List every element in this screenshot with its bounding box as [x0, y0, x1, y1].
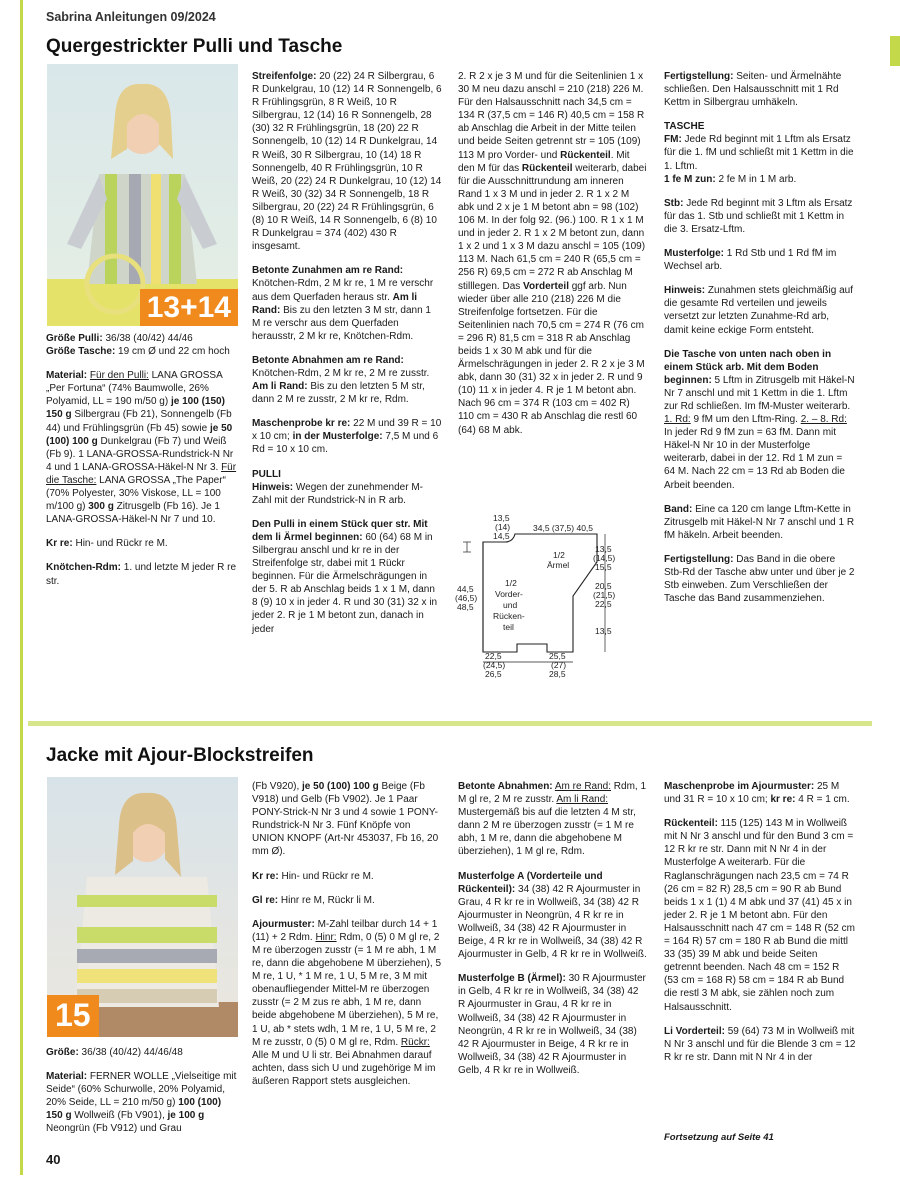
- s1-c2-p3: Maschenprobe kr re: 22 M und 39 R = 10 x 10 cm; in der Musterfolge: 7,5 M und 6 Rd = 10 x 10 cm.: [252, 418, 442, 456]
- dim-r1-3: 15,5: [595, 562, 612, 572]
- s1-c1-p2: Kr re: Hin- und Rückr re M.: [46, 538, 168, 550]
- s2-c4-p2: Li Vorderteil: 59 (64) 73 M in Wollweiß mit N Nr 3 anschl und für die Blende 3 cm = 12 R kr re str. Dann mit N Nr 4 in der: [664, 1025, 856, 1063]
- section2-photo: [47, 777, 238, 1037]
- page-header: Sabrina Anleitungen 09/2024: [46, 10, 216, 24]
- s1-c2-p4: PULLI Hinweis: Wegen der zunehmender M-Zahl mit der Rundstrick-N in R arb.: [252, 468, 424, 506]
- dim-left-1: 44,5: [457, 584, 474, 594]
- section2-col4: [664, 780, 856, 1075]
- dim-top-2: (14): [495, 522, 511, 532]
- dim-width: 34,5 (37,5) 40,5: [533, 523, 594, 533]
- s1-c4-p5: Die Tasche von unten nach oben in einem Stück arb. Mit dem Boden beginnen: 5 Lftm in Zitrusgelb mit Häkel-N Nr 7 anschl und mit 1 Kettm in die 1. Lftm zur Rd schließen. Im fM-Muster weiterarb. 1. Rd: 9 fM um den Lftm-Ring. 2. – 8. Rd: In jeder Rd 9 fM zun = 63 fM. Dann mit Häkel-N Nr 10 in der Musterfolge weiterarb, dabei in der 12. Rd 1 M zun = 64 M. Nach 22 cm = 13 Rd ab Boden die Arbeit beenden.: [664, 348, 855, 491]
- dim-r2-1: 20,5: [595, 581, 612, 591]
- section1-col2: [252, 70, 442, 647]
- s1-c2-p5: Den Pulli in einem Stück quer str. Mit dem li Ärmel beginnen: 60 (64) 68 M in Silbergrau anschl und kr re in der Streifenfolge str, dabei mit 1 Rückr beginnen. Für die Ärmelschrägungen in der 5. R ab Anschlag beids 1 x 1 M, dann 8 (9) 10 x in jeder 4. R und 30 (31) 32 x in jeder 2. R je 1 M betont zun, danach in jeder: [252, 518, 438, 635]
- dim-left-3: 48,5: [457, 602, 474, 612]
- section1-photo: [47, 64, 238, 326]
- right-accent-tab: [890, 36, 900, 66]
- section1-col4: [664, 70, 856, 616]
- section1-badge: 13+14: [140, 289, 238, 327]
- s1-c4-p0: Fertigstellung: Seiten- und Ärmelnähte schließen. Den Halsausschnitt mit 1 Rd Kettm in Silbergrau umhäkeln.: [664, 71, 842, 109]
- s1-c1-p1: Material: Für den Pulli: LANA GROSSA „Per Fortuna“ (74% Baumwolle, 26% Polyamid, LL = 190 m/50 g) je 100 (150) 150 g Silbergrau (Fb 21), Sonnengelb (Fb 44) und Frühlingsgrün (Fb 45) sowie je 50 (100) 100 g Dunkelgrau (Fb 7) und Weiß (Fb 9). 1 LANA-GROSSA-Rundstrick-N Nr 4 und 1 LANA-GROSSA-Häkel-N Nr 3. Für die Tasche: LANA GROSSA „The Paper“ (70% Polyester, 30% Viskose, LL = 100 m/100 g) 300 g Zitrusgelb (Fb 16). Je 1 LANA-GROSSA-Häkel-N Nr 7 und 10.: [46, 370, 237, 526]
- dim-b1-3: 26,5: [485, 669, 502, 679]
- section2-badge: 15: [47, 995, 99, 1037]
- s1-c4-p7: Fertigstellung: Das Band in die obere Stb-Rd der Tasche abw unter und über je 2 Stb einweben. Zum Verschließen der Tasche das Band zusammenziehen.: [664, 553, 855, 605]
- label-body-2: Vorder-: [495, 589, 523, 599]
- s2-c1-p0: Größe: 36/38 (40/42) 44/46/48: [46, 1047, 183, 1058]
- dim-top-3: 14,5: [493, 531, 510, 541]
- label-body-5: teil: [503, 622, 514, 632]
- model-illustration-1: [47, 64, 238, 326]
- section1-title: Quergestrickter Pulli und Tasche: [46, 36, 343, 57]
- label-sleeve-2: Ärmel: [547, 560, 570, 570]
- section1-col1: [46, 332, 239, 599]
- section-divider: [28, 721, 872, 726]
- dim-r1-1: 13,5: [595, 544, 612, 554]
- s2-c3-p2: Musterfolge B (Ärmel): 30 R Ajourmuster in Gelb, 4 R kr re in Wollweiß, 34 (38) 42 R Ajourmuster in Grau, 4 R kr re in Wollweiß, 34 (38) 42 R Ajourmuster in Neongrün, 4 R kr re in Wollweiß, 34 (38) 42 R Ajourmuster in Beige, 4 R kr re in Wollweiß, 34 (38) 42 R Ajourmuster in Gelb, 4 R kr re in Wollweiß.: [458, 973, 646, 1076]
- dim-r2-2: (21,5): [593, 590, 616, 600]
- dim-r3: 13,5: [595, 626, 612, 636]
- s1-c1-p0: Größe Pulli: 36/38 (40/42) 44/46 Größe Tasche: 19 cm Ø und 22 cm hoch: [46, 333, 230, 358]
- s2-c4-p0: Maschenprobe im Ajourmuster: 25 M und 31 R = 10 x 10 cm; kr re: 4 R = 1 cm.: [664, 781, 850, 806]
- dim-b2-2: (27): [551, 660, 567, 670]
- s1-c2-p0: Streifenfolge: 20 (22) 24 R Silbergrau, 6 R Dunkelgrau, 10 (12) 14 R Sonnengelb, 6 R Frühlingsgrün, 8 R Weiß, 10 R Silbergrau, 12 (14) 16 R Sonnengelb, 28 (30) 32 R Frühlingsgrün, 18 (20) 22 R Sonnengelb, 10 (12) 14 R Dunkelgrau, 14 R Weiß, 30 R Silbergrau, 10 (14) 18 R Sonnengelb, 40 R Frühlingsgrün, 10 R Weiß, 20 (22) 24 R Dunkelgrau, 10 (12) 14 R Weiß, 30 (32) 34 R Sonnengelb, 18 R Silbergrau, 20 (22) 24 R Frühlingsgrün, 6 (8) 10 R Weiß, 14 R Sonnengelb, 6 (8) 10 R Dunkelgrau = 374 (402) 430 R insgesamt.: [252, 71, 442, 253]
- section2-title: Jacke mit Ajour-Blockstreifen: [46, 745, 314, 766]
- s1-c2-p2: Betonte Abnahmen am re Rand: Knötchen-Rdm, 2 M kr re, 2 M re zusstr. Am li Rand: Bis zu den letzten 5 M str, dann 2 M re zusstr, 2 M kr re, Rdm.: [252, 354, 430, 406]
- section2-col2: [252, 780, 442, 1099]
- s1-c4-p1: TASCHE FM: Jede Rd beginnt mit 1 Lftm als Ersatz für die 1. fM und schließt mit 1 Kettm in die 1. Lftm. 1 fe M zun: 2 fe M in 1 M arb.: [664, 121, 854, 185]
- dim-r2-3: 22,5: [595, 599, 612, 609]
- s2-c2-p3: Ajourmuster: M-Zahl teilbar durch 14 + 1 (11) + 2 Rdm. Hinr: Rdm, 0 (5) 0 M gl re, 2 M re überzogen zusstr (= 1 M re abh, 1 M re, dann die abgehobene M überziehen), 5 M re, 1 U, * 1 M re, 1 U, 5 M re, 3 M mit obenaufliegender Mittel-M re überzogen zusstr (= 2 M zus re abh, 1 M re, dann beide abgehobene M überziehen), 5 M re, 1 U, ab * stets wdh, 1 M re, 1 U, 5 M re, 2 M re zusstr, 0 (5) 0 M gl re, Rdm. Rückr: Alle M und U li str. Bei Abnahmen darauf achten, dass sich U und zugehörige M im äußeren Rapport stets ausgleichen.: [252, 918, 442, 1087]
- label-body-4: Rücken-: [493, 611, 525, 621]
- s1-c4-p2: Stb: Jede Rd beginnt mit 3 Lftm als Ersatz für das 1. Stb und schließt mit 1 Kettm in die 3. Ersatz-Lftm.: [664, 197, 853, 235]
- dim-b1-1: 22,5: [485, 651, 502, 661]
- page-number: 40: [46, 1152, 61, 1167]
- s2-c2-p0: (Fb V920), je 50 (100) 100 g Beige (Fb V918) und Gelb (Fb V902). Je 1 Paar PONY-Strick-N Nr 3 und 4 sowie 1 PONY-Rundstrick-N Nr 3. Fünf Knöpfe von UNION KNOPF (Art-Nr 453037, Fb 16, 20 mm Ø).: [252, 781, 439, 858]
- label-body-3: und: [503, 600, 518, 610]
- s1-c4-p6: Band: Eine ca 120 cm lange Lftm-Kette in Zitrusgelb mit Häkel-N Nr 7 anschl und 1 R fM häkeln. Arbeit beenden.: [664, 503, 855, 541]
- section1-col3: [458, 70, 648, 448]
- s2-c3-p0: Betonte Abnahmen: Am re Rand: Rdm, 1 M gl re, 2 M re zusstr. Am li Rand: Mustergemäß bis auf die letzten 4 M str, dann 2 M re überzogen zusstr (= 1 M re abh, 1 M re, dann die abgehobene M überziehen), 1 M gl re, Rdm.: [458, 781, 647, 858]
- s1-c4-p4: Hinweis: Zunahmen stets gleichmäßig auf die gesamte Rd verteilen und jeweils versetzt zur letzten Zunahme-Rd arb, damit keine eckige Form entsteht.: [664, 285, 853, 336]
- s1-c1-p3: Knötchen-Rdm: 1. und letzte M jeder R re str.: [46, 562, 237, 587]
- dim-b2-3: 28,5: [549, 669, 566, 679]
- continuation-note: Fortsetzung auf Seite 41: [664, 1132, 774, 1143]
- dim-r1-2: (14,5): [593, 553, 616, 563]
- s2-c4-p1: Rückenteil: 115 (125) 143 M in Wollweiß mit N Nr 3 anschl und für den Bund 3 cm = 12 R kr re str. Dann mit N Nr 4 in der Musterfolge A weiterarb. Für die Raglanschrägungen nach 23,5 cm = 74 R (26 cm = 82 R) 28,5 cm = 90 R ab Bund beids 1 x 1 (1) 4 M abk und 37 (41) 45 x in jeder 2. R je 1 M betont abn. Für den Halsausschnitt nach 47 cm = 148 R (52 cm = 164 R) 57 cm = 180 R ab Bund die mittl 33 (35) 39 M abk und beide Seiten getrennt beenden. Nach 48 cm = 152 R (53 cm = 168 R) 58 cm = 184 R ab Bund die restl 3 M abk, sie zählen noch zum Halsausschnitt.: [664, 818, 855, 1013]
- s1-c2-p1: Betonte Zunahmen am re Rand: Knötchen-Rdm, 2 M kr re, 1 M re verschr aus dem Querfaden heraus str. Am li Rand: Bis zu den letzten 3 M str, dann 1 M re verschr aus dem Querfaden herausstr, 2 M kr re, Knötchen-Rdm.: [252, 265, 434, 342]
- dim-left-2: (46,5): [455, 593, 478, 603]
- section2-col3: [458, 780, 648, 1088]
- s1-c3-p0: 2. R 2 x je 3 M und für die Seitenlinien 1 x 30 M neu dazu anschl = 210 (218) 226 M. Für den Halsausschnitt nach 34,5 cm = 134 R (37,5 cm = 146 R) 40,5 cm = 158 R ab Anschlag die Arbeit in der Mitte teilen und beide Seiten getrennt str = 105 (109) 113 M pro Vorder- und Rückenteil. Mit den M für das Rückenteil weiterarb, dabei für die Ausschnittrundung am inneren Rand 1 x 3 M und in jeder 2. R 1 x 2 M abk und 2 x je 1 M betont abn = 98 (102) 106 M. In der folg 92. (96.) 100. R 1 x 1 M und in jeder 2. R 1 x 2 M betont zun, dann 1 x 2 und 1 x 3 M dazu anschl = 105 (109) 113 M. Nach 61,5 cm = 240 R (65,5 cm = 256 R) 69,5 cm = 272 R ab Anschlag M stilllegen. Das Vorderteil ggf arb. Nun wieder über alle 210 (218) 226 M die Streifenfolge fortsetzen. Für die Seitenlinien nach 70,5 cm = 274 R (76 cm = 296 R) 81,5 cm = 318 R ab Anschlag beids 1 x 30 M abk und für die Ärmelschrägungen in jeder 2. R 2 x je 3 M abk, dann 30 (31) 32 x in jeder 2. R und 9 (10) 11 x in jeder 4. R je 1 M betont abn. Nach 96 cm = 374 R (103 cm = 402 R) 110 cm = 430 R ab Anschlag die restl 60 (64) 68 M abk.: [458, 71, 647, 436]
- s2-c1-p1: Material: FERNER WOLLE „Vielseitige mit Seide“ (60% Schurwolle, 20% Polyamid, 20% Seide, LL = 210 m/50 g) 100 (100) 150 g Wollweiß (Fb V901), je 100 g Neongrün (Fb V912) und Grau: [46, 1071, 237, 1135]
- s2-c3-p1: Musterfolge A (Vorderteile und Rückenteil): 34 (38) 42 R Ajourmuster in Grau, 4 R kr re in Wollweiß, 34 (38) 42 R Ajourmuster in Neongrün, 4 R kr re in Wollweiß, 34 (38) 42 R Ajourmuster in Beige, 4 R kr re in Wollweiß, 34 (38) 42 R Ajourmuster in Gelb, 4 R kr re in Wollweiß.: [458, 870, 647, 961]
- dim-top-1: 13,5: [493, 513, 510, 523]
- label-sleeve-1: 1/2: [553, 550, 565, 560]
- label-body-1: 1/2: [505, 578, 517, 588]
- dim-b1-2: (24,5): [483, 660, 506, 670]
- left-accent-bar: [20, 0, 23, 1175]
- s2-c2-p2: Gl re: Hinr re M, Rückr li M.: [252, 894, 375, 906]
- section2-col1: [46, 1046, 239, 1147]
- sweater-schematic: [455, 512, 625, 682]
- s2-c2-p1: Kr re: Hin- und Rückr re M.: [252, 870, 374, 882]
- dim-b2-1: 25,5: [549, 651, 566, 661]
- s1-c4-p3: Musterfolge: 1 Rd Stb und 1 Rd fM im Wechsel arb.: [664, 248, 837, 273]
